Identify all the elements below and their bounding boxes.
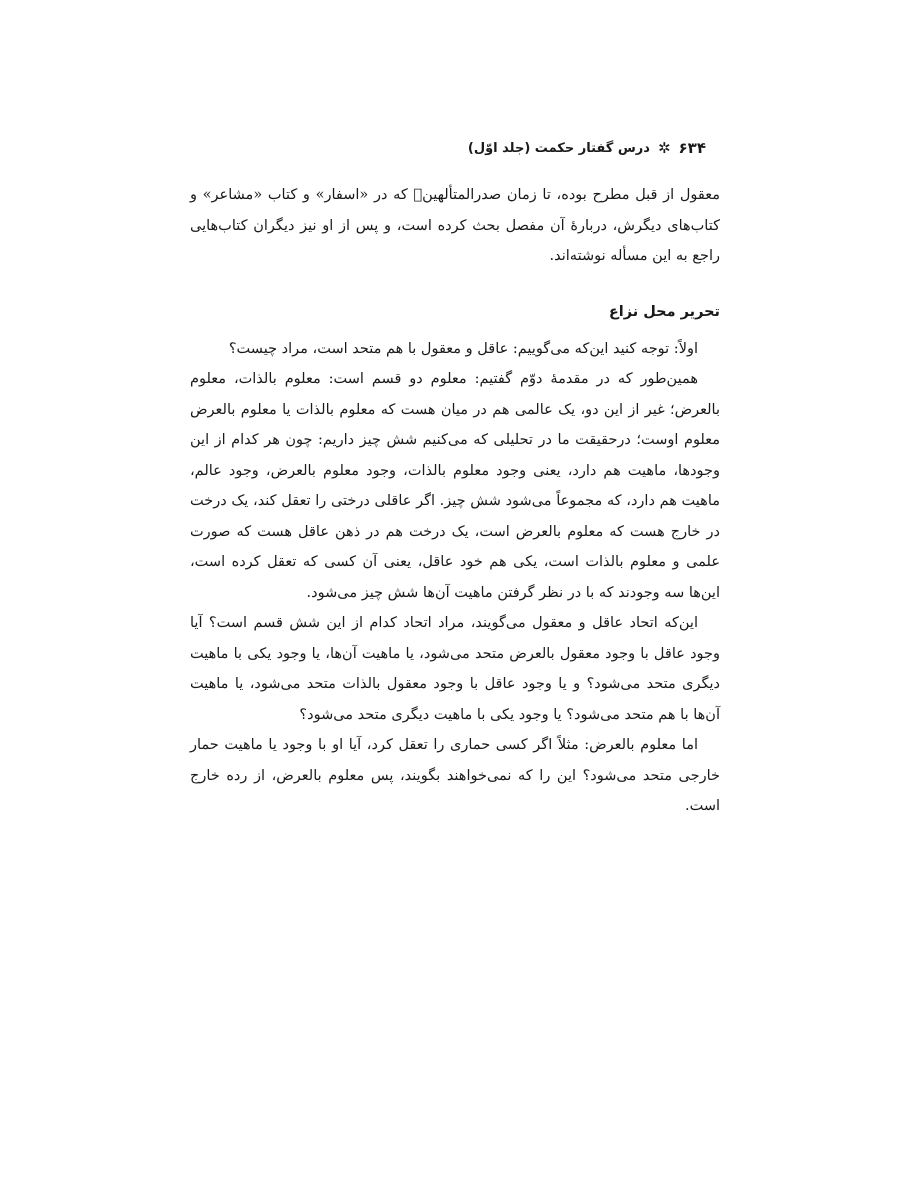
paragraph-which-union: این‌که اتحاد عاقل و معقول می‌گویند، مراد اتحاد کدام از این شش قسم است؟ آیا وجود عاقل با وجود معقول بالعرض متحد می‌شود، یا ماهیت آن‌ها، یا وجود یکی با ماهیت دیگری متحد می‌شود؟ و یا وجود عاقل با وجود معقول بالذات متحد می‌شود، یا ماهیت آن‌ها با هم متحد می‌شود؟ یا وجود یکی با ماهیت دیگری متحد می‌شود؟ (190, 615, 720, 723)
section-heading: تحریر محل نزاع (608, 303, 720, 320)
page-number: ۶۳۴ (678, 139, 706, 157)
running-title: درس گفتار حکمت (جلد اوّل) (467, 140, 650, 156)
page-body (190, 180, 720, 822)
paragraph-six-things: همین‌طور که در مقدمهٔ دوّم گفتیم: معلوم دو قسم است: معلوم بالذات، معلوم بالعرض؛ غیر از این دو، یک عالمی هم در میان هست که معلوم بالذات یا معلوم بالعرض معلوم اوست؛ درحقیقت ما در تحلیلی که می‌کنیم شش چیز داریم: چون هر کدام از این وجودها، ماهیت هم دارد، یعنی وجود معلوم بالذات، وجود معلوم بالعرض، وجود عالم، ماهیت هم دارد، که مجموعاً می‌شود شش چیز. اگر عاقلی درختی را تعقل کند، یک درخت در خارج هست که معلوم بالعرض است، یک درخت هم در ذهن عاقل هست که صورت علمی و معلوم بالذات است، یکی هم خود عاقل، یعنی آن کسی که تعقل کرده است، این‌ها سه وجودند که با در نظر گرفتن ماهیت آن‌ها شش چیز می‌شود. (190, 371, 720, 601)
intro-paragraph: معقول از قبل مطرح بوده، تا زمان صدرالمتألهین﷫ که در «اسفار» و کتاب «مشاعر» و کتاب‌های دیگرش، دربارهٔ آن مفصل بحث کرده است، و پس از او نیز دیگران کتاب‌هایی راجع به این مسأله نوشته‌اند. (190, 187, 720, 264)
paragraph-first-question: اولاً: توجه کنید این‌که می‌گوییم: عاقل و معقول با هم متحد است، مراد چیست؟ (228, 340, 698, 357)
running-header (468, 136, 706, 160)
paragraph-accidental-known: اما معلوم بالعرض: مثلاً اگر کسی حماری را تعقل کرد، آیا او با وجود یا ماهیت حمار خارجی متحد می‌شود؟ این را که نمی‌خواهند بگویند، پس معلوم بالعرض، از رده خارج است. (190, 737, 720, 814)
ornament-icon: ✲ (657, 138, 671, 157)
